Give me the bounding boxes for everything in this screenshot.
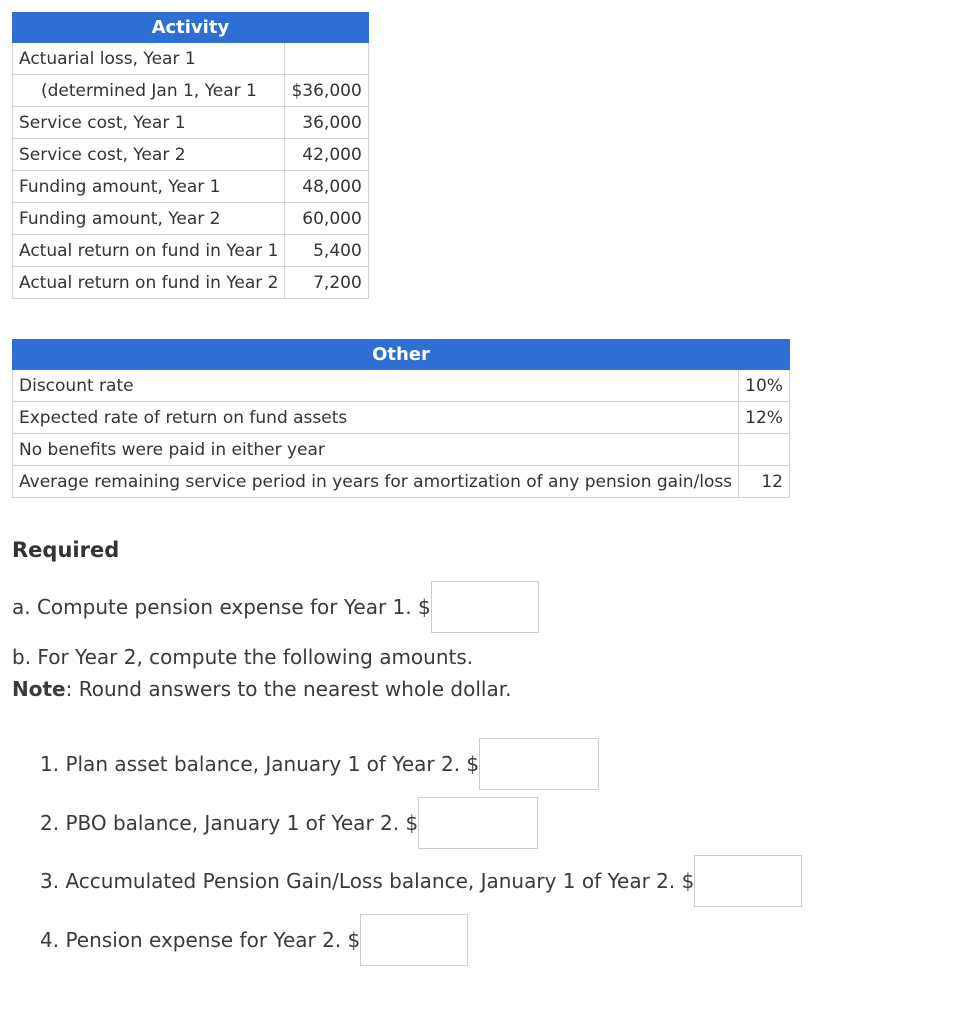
row-value: 36,000 [285,107,368,139]
row-label: Service cost, Year 1 [13,107,285,139]
row-label: Discount rate [13,370,739,402]
row-label: (determined Jan 1, Year 1 [13,75,285,107]
row-label: Expected rate of return on fund assets [13,402,739,434]
row-value: 42,000 [285,139,368,171]
activity-table [12,12,369,299]
row-label: Funding amount, Year 1 [13,171,285,203]
pbo-balance-input[interactable] [418,797,538,849]
row-label: Actual return on fund in Year 1 [13,235,285,267]
row-value: 12 [739,466,790,498]
note-text: : Round answers to the nearest whole dollar. [65,677,512,701]
other-table [12,339,790,498]
table-row [13,402,790,434]
activity-header: Activity [13,13,369,43]
row-value: 60,000 [285,203,368,235]
question-a-label: a. Compute pension expense for Year 1. $ [12,595,431,619]
row-label: Actual return on fund in Year 2 [13,267,285,299]
table-row [13,235,369,267]
table-row [13,203,369,235]
row-label: Average remaining service period in years for amortization of any pension gain/loss [13,466,739,498]
table-row [13,107,369,139]
table-row [13,370,790,402]
item-1 [40,738,599,790]
row-value: 10% [739,370,790,402]
row-label: Funding amount, Year 2 [13,203,285,235]
table-row [13,171,369,203]
row-value: 5,400 [285,235,368,267]
row-label: Service cost, Year 2 [13,139,285,171]
plan-asset-balance-input[interactable] [479,738,599,790]
required-heading: Required [12,538,120,562]
table-row [13,267,369,299]
row-value [285,43,368,75]
question-a [12,581,539,633]
pension-expense-year2-input[interactable] [360,914,468,966]
item-2-label: 2. PBO balance, January 1 of Year 2. $ [40,811,419,835]
pension-expense-year1-input[interactable] [431,581,539,633]
item-2 [40,797,538,849]
row-value [739,434,790,466]
note-label: Note [12,677,66,701]
row-value: $36,000 [285,75,368,107]
accumulated-gain-loss-input[interactable] [694,855,802,907]
question-b: b. For Year 2, compute the following amounts. [12,645,474,669]
row-label: No benefits were paid in either year [13,434,739,466]
table-row [13,434,790,466]
row-value: 48,000 [285,171,368,203]
item-4-label: 4. Pension expense for Year 2. $ [40,928,361,952]
row-value: 7,200 [285,267,368,299]
item-3-label: 3. Accumulated Pension Gain/Loss balance, January 1 of Year 2. $ [40,869,695,893]
row-label: Actuarial loss, Year 1 [13,43,285,75]
table-row [13,139,369,171]
item-1-label: 1. Plan asset balance, January 1 of Year 2. $ [40,752,480,776]
note [12,677,511,701]
item-3 [40,855,802,907]
row-value: 12% [739,402,790,434]
item-4 [40,914,468,966]
table-row [13,43,369,75]
table-row [13,466,790,498]
table-row [13,75,369,107]
other-header: Other [13,340,790,370]
